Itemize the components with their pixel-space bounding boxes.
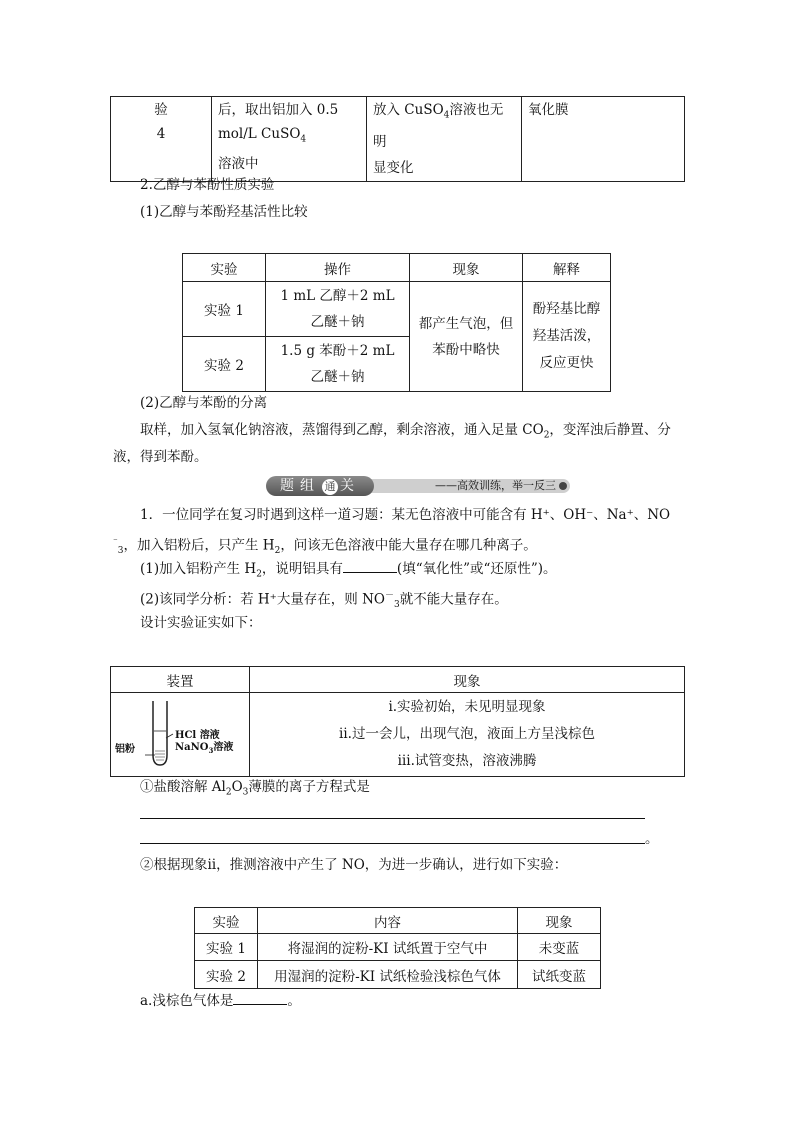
superscript: － [384,591,394,601]
table2-header: 装置 [111,667,250,693]
table1-explanation-line: 酚羟基比醇 [532,301,601,317]
answer-line[interactable] [140,843,645,844]
table1-phenomenon [410,282,523,392]
subscript: 2 [256,569,262,580]
subscript: 2 [543,430,550,441]
label-nano3 [175,738,233,755]
phenomenon-item: ⅱ.过一会儿，出现气泡，液面上方呈浅棕色 [339,726,595,742]
table-top-col1 [111,97,212,182]
label-text: 溶液 [213,742,234,753]
subscript: 2 [225,787,232,798]
subscript: 3 [117,546,124,557]
q1-text: (填“氧化性”或“还原性”)。 [396,561,557,577]
table1-op-line: 1.5 g 苯酚＋2 mL [280,343,395,359]
table1-header: 现象 [410,254,523,282]
table1-header: 实验 [183,254,266,282]
banner-strip [366,479,570,493]
table3-header: 实验 [195,908,258,934]
table1-exp: 实验 1 [183,282,266,337]
banner-title-part: 题组 [280,478,320,494]
table3-cell: 试纸变蓝 [518,961,601,989]
section-banner [266,476,572,496]
table-no-test [194,907,601,989]
table-top-col4 [522,97,685,182]
table1-header: 解释 [523,254,611,282]
table-top-col2-line: 溶液中 [218,155,259,172]
q1-line1: 1．一位同学在复习时遇到这样一道习题：某无色溶液中可能含有 H⁺、OH⁻、Na⁺、NO [140,507,671,523]
sub1-title: (1)乙醇与苯酚羟基活性比较 [140,204,308,220]
qa-text: 。 [287,993,301,1009]
q1-text: (2)该同学分析：若 H⁺大量存在，则 NO [140,591,385,608]
table-ethanol-phenol [182,253,611,392]
table1-op-line: 乙醚＋钠 [310,314,365,330]
q1-text: O [231,779,243,795]
sub2-text-cont: 液，得到苯酚。 [113,449,208,465]
subscript: 3 [208,746,214,755]
table-top-col1-line: 4 [156,126,166,142]
table1-op [266,282,410,337]
answer-blank[interactable] [343,560,397,573]
q1-text: ，说明铝具有 [261,561,343,577]
table1-explanation-line: 羟基活泼， [532,328,601,344]
q1-text: ，问该无色溶液中能大量存在哪几种离子。 [280,537,537,554]
banner-title-part: 关 [340,478,360,494]
sub2-text [140,417,671,450]
superscript: ⁻ [113,537,118,547]
apparatus-cell [111,693,250,777]
table2-phenomena [250,693,685,777]
table3-cell: 实验 2 [195,961,258,989]
q1-circ2: ②根据现象ⅱ，推测溶液中产生了 NO，为进一步确认，进行如下实验： [140,857,568,873]
label-text: NaNO [175,742,209,753]
table3-cell: 未变蓝 [518,934,601,961]
banner-circle-icon: 通 [322,479,338,495]
qa-text: a.浅棕色气体是 [140,993,234,1009]
answer-end-mark: 。 [645,831,659,847]
sub2-text-part: ，变浑浊后静置、分 [549,422,671,438]
table2-header: 现象 [250,667,685,693]
table1-explanation [523,282,611,392]
subscript: 3 [242,787,249,798]
table1-op-line: 乙醚＋钠 [310,369,365,385]
q1-part3: 设计实验证实如下： [140,615,262,631]
bullet-dot-icon [559,482,567,490]
table3-header: 现象 [518,908,601,934]
qa-line [140,988,301,1015]
table-top-col2-line: 后，取出铝加入 0.5 [218,102,339,118]
subscript: 4 [300,134,307,145]
q1-circ1 [140,774,370,807]
q1-text: 薄膜的离子方程式是 [248,779,370,795]
label-hcl: HCl 溶液 [175,730,220,741]
subscript: 2 [274,546,281,557]
subscript: 4 [443,110,450,121]
table-top-col2-line: mol/L CuSO [218,126,301,142]
table3-cell: 用湿润的淀粉-KI 试纸检验浅棕色气体 [258,961,518,989]
answer-blank[interactable] [233,992,287,1005]
answer-line[interactable] [140,818,645,819]
phenomenon-item: ⅲ.试管变热，溶液沸腾 [397,753,537,769]
subscript: 3 [394,600,400,611]
table-top-col2 [212,97,367,182]
banner-pill [266,476,374,496]
table3-cell: 实验 1 [195,934,258,961]
q1-text: ，加入铝粉后，只产生 H [123,537,275,554]
sub2-text-part: 取样，加入氢氧化钠溶液，蒸馏得到乙醇，剩余溶液，通入足量 CO [140,422,544,438]
q1-text: 就不能大量存在。 [399,591,508,608]
table-top-col3 [367,97,522,182]
q1-text: (1)加入铝粉产生 H [140,561,257,577]
table3-header: 内容 [258,908,518,934]
table3-cell: 将湿润的淀粉-KI 试纸置于空气中 [258,934,518,961]
table1-phenomenon-line: 苯酚中略快 [432,341,500,358]
table-apparatus [110,666,685,777]
table-top-col3-text: 放入 CuSO [373,102,444,118]
table-top-col1-line: 验 [154,102,168,118]
table1-exp: 实验 2 [183,337,266,392]
table-top-col3-text: 显变化 [373,159,414,176]
table-top [110,96,685,182]
banner-slogan: ——高效训练，举一反三 [435,479,556,492]
table1-explanation-line: 反应更快 [539,355,594,371]
table-top-col4-text: 氧化膜 [528,102,569,118]
label-powder: 铝粉 [115,744,135,755]
sub2-title: (2)乙醇与苯酚的分离 [140,395,268,411]
table1-phenomenon-line: 都产生气泡，但 [418,315,514,332]
table1-op-line: 1 mL 乙醇＋2 mL [280,288,395,304]
table-top-col3-text: 溶液也无明 [373,102,504,150]
table1-op [266,337,410,392]
table1-header: 操作 [266,254,410,282]
phenomenon-item: ⅰ.实验初始，未见明显现象 [388,699,546,715]
q1-text: ①盐酸溶解 Al [140,779,226,795]
section2-title: 2.乙醇与苯酚性质实验 [140,177,275,193]
